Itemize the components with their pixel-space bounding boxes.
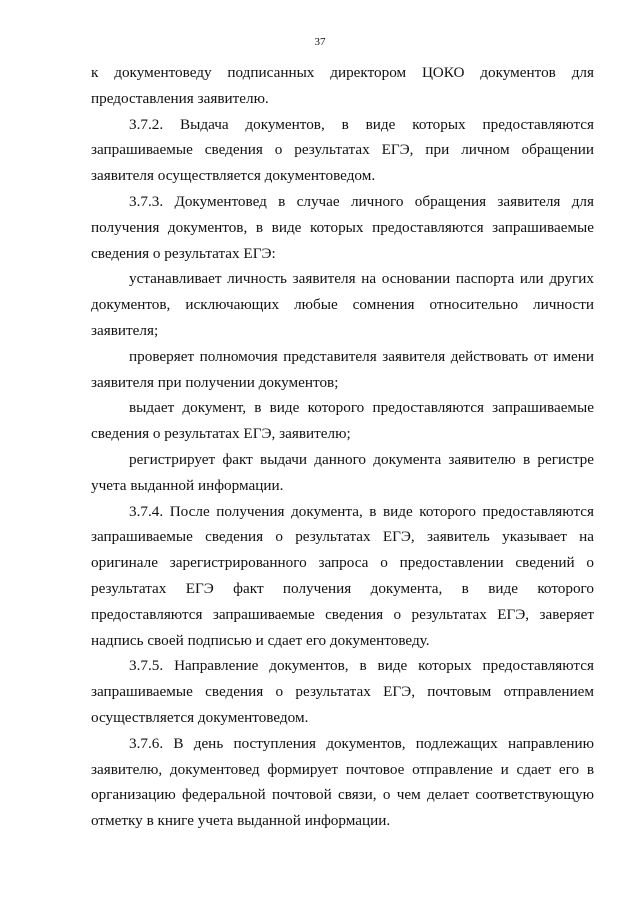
document-body <box>91 60 594 834</box>
paragraph-3-7-3: 3.7.3. Документовед в случае личного обращения заявителя для получения документов, в виде которых предоставляются запрашиваемые сведения о результатах ЕГЭ: <box>91 192 594 262</box>
paragraph-3-7-5: 3.7.5. Направление документов, в виде которых предоставляются запрашиваемые сведения о результатах ЕГЭ, почтовым отправлением осуществляется документоведом. <box>91 657 594 726</box>
paragraph-3-7-6: 3.7.6. В день поступления документов, подлежащих направлению заявителю, документовед формирует почтовое отправление и сдает его в организацию федеральной почтовой связи, о чем делает соответствующую отметку в книге учета выданной информации. <box>91 734 594 830</box>
paragraph-3-7-2: 3.7.2. Выдача документов, в виде которых предоставляются запрашиваемые сведения о результатах ЕГЭ, при личном обращении заявителя осуществляется документоведом. <box>91 115 594 185</box>
page-number: 37 <box>314 36 326 48</box>
paragraph-continuation: к документоведу подписанных директором ЦОКО документов для предоставления заявителю. <box>91 64 594 107</box>
paragraph-register-issue: регистрирует факт выдачи данного документа заявителю в регистре учета выданной информации. <box>91 450 594 494</box>
paragraph-identity-check: устанавливает личность заявителя на основании паспорта или других документов, исключающих любые сомнения относительно личности заявителя; <box>91 270 594 339</box>
paragraph-3-7-4: 3.7.4. После получения документа, в виде которого предоставляются запрашиваемые сведения о результатах ЕГЭ, заявитель указывает на оригинале зарегистрированного запроса о предоставлении сведений о результатах ЕГЭ факт получения документа, в виде которого предоставляются запрашиваемые сведения о результатах ЕГЭ, заверяет надпись своей подписью и сдает его документоведу. <box>91 502 594 649</box>
paragraph-authority-check: проверяет полномочия представителя заявителя действовать от имени заявителя при получении документов; <box>91 347 594 391</box>
paragraph-issue-document: выдает документ, в виде которого предоставляются запрашиваемые сведения о результатах ЕГЭ, заявителю; <box>91 399 594 443</box>
